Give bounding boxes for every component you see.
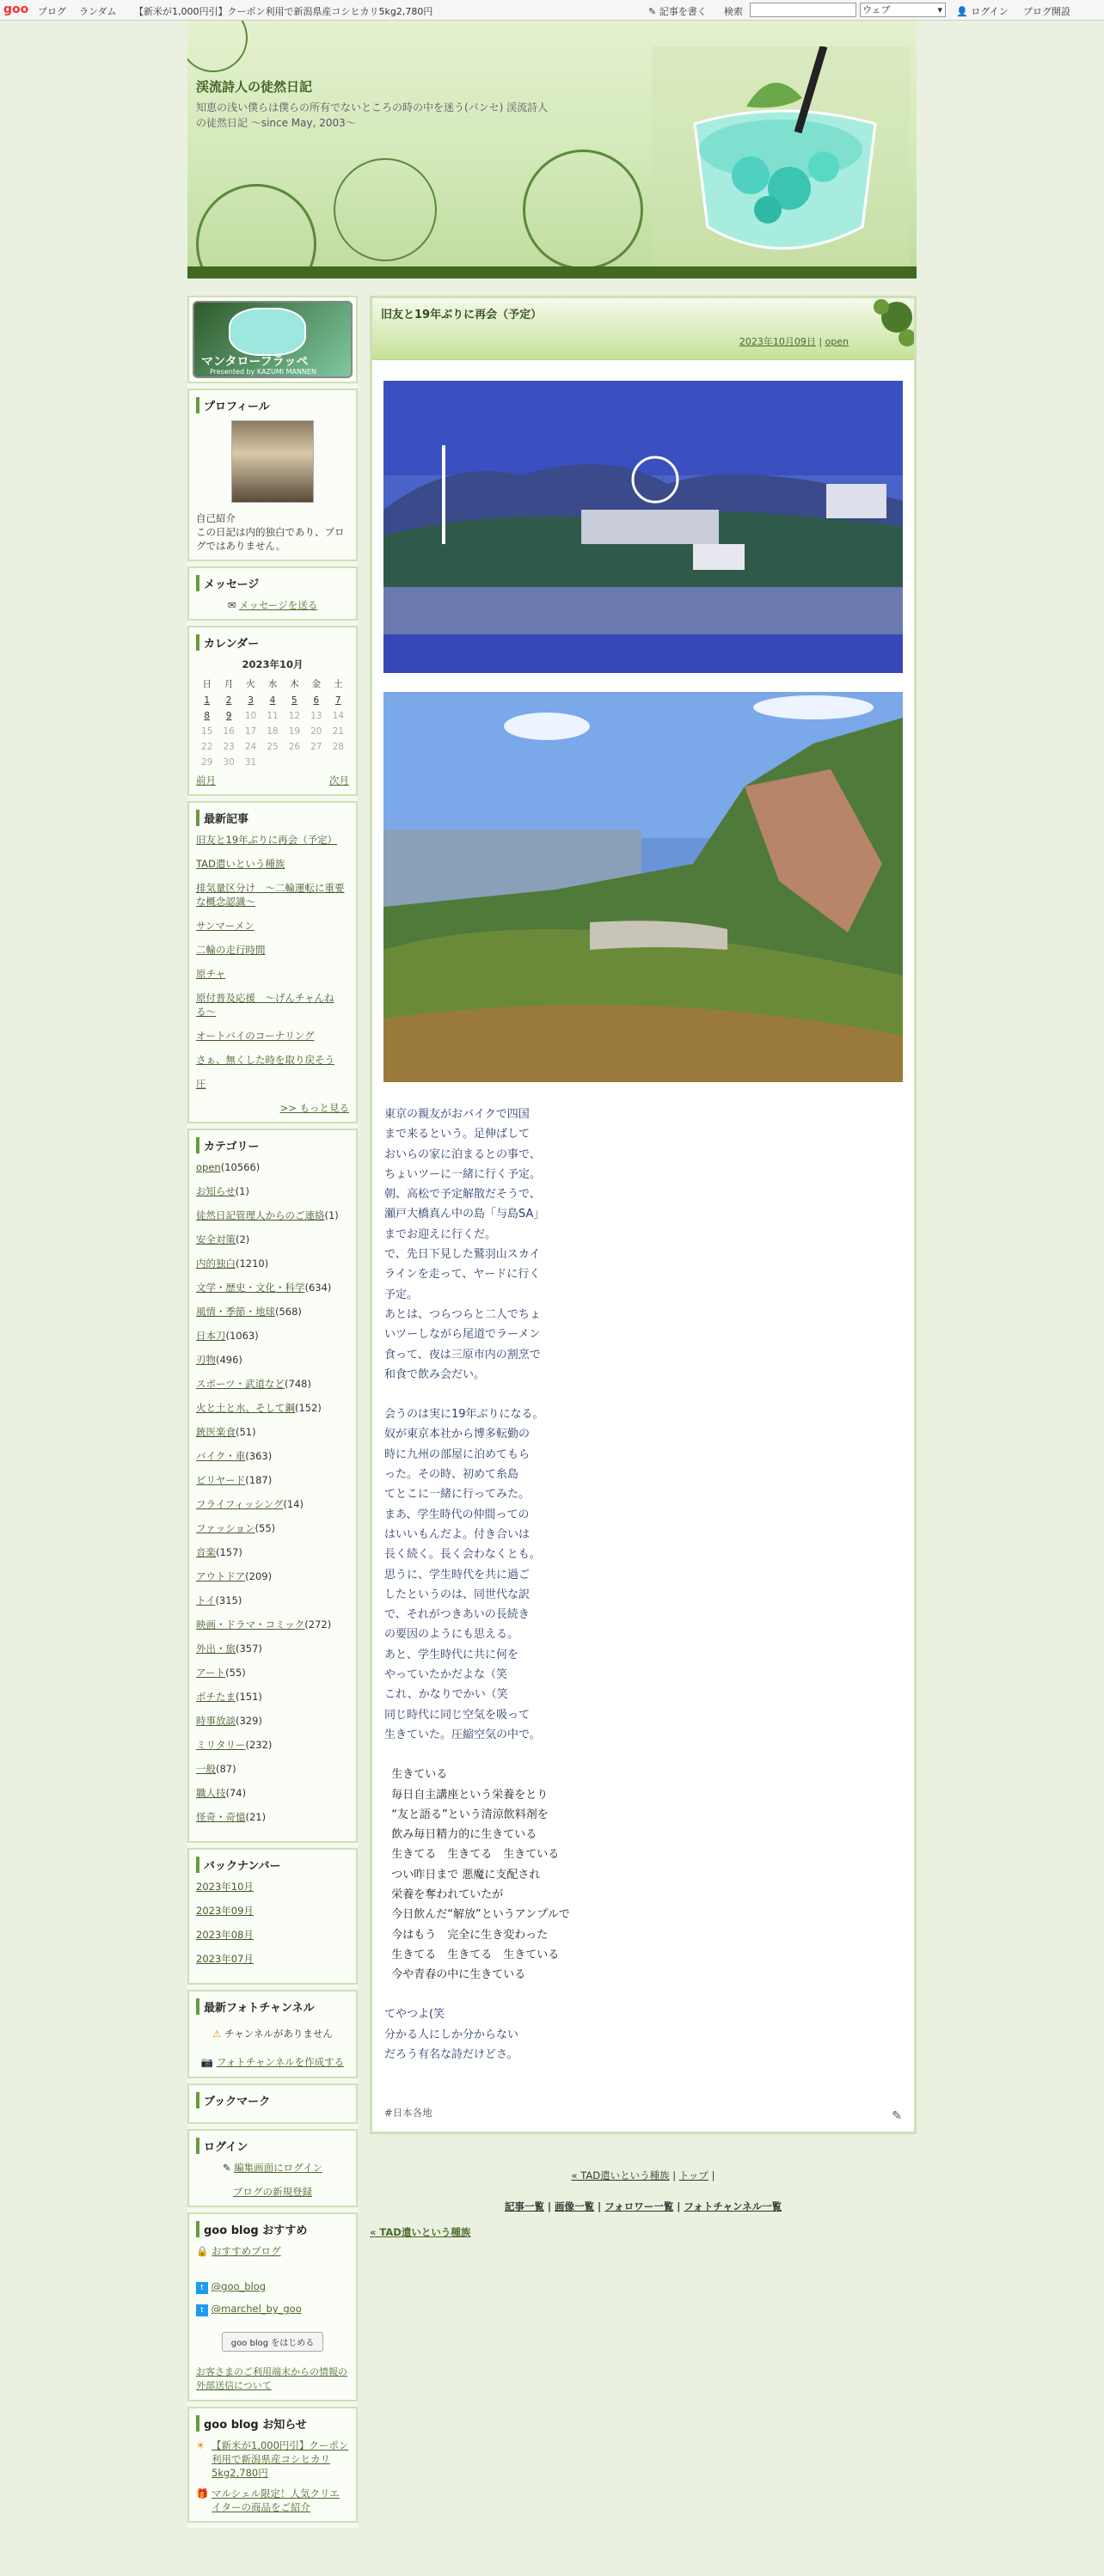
calendar-weekday: 日	[202, 679, 212, 689]
category-item	[196, 1594, 349, 1607]
category-item	[196, 1569, 349, 1583]
category-link[interactable]: 風情・季節・地球	[196, 1306, 275, 1318]
twitter-icon: t	[196, 2304, 208, 2316]
category-link[interactable]: 文学・歴史・文化・科学	[196, 1282, 305, 1294]
entry-paragraph: 会うのは実に19年ぶりになる。 奴が東京本社から博多転勤の 時に九州の部屋に泊めてもら った。その時、初めて糸島 てとこに一緒に行ってみた。 まあ、学生時代の仲間っての はいいもんだよ。付き合いは 長く続く。長く会わなくとも。 思うに、学生時代を共に過ご したというのは、同世代な訳 で、それがつきあいの長続き の要因のようにも思える。 あと、学生時代に共に何を やっていたかだよな（笑 これ、かなりでかい（笑 同じ時代に同じ空気を吸って 生きていた。圧縮空気の中で。	[384, 1408, 544, 1741]
calendar-day: 18	[267, 726, 279, 737]
calendar-day: 30	[223, 757, 235, 768]
more-posts-link[interactable]: >> もっと見る	[279, 1102, 349, 1114]
category-list	[196, 1160, 349, 1824]
blog-header	[187, 21, 917, 278]
edit-pencil-icon[interactable]: ✎	[892, 2109, 902, 2124]
category-count: (21)	[245, 1811, 267, 1823]
blog-description: 知恵の浅い僕らは僕らの所有でないところの時の中を迷う(パンセ) 渓流詩人の徒然日記 〜since May, 2003〜	[196, 101, 549, 129]
user-icon: 👤	[956, 6, 968, 17]
recent-post-link[interactable]: 原付普及応援 〜げんチャんねる〜	[196, 992, 334, 1018]
sun-icon: ☀	[196, 2439, 205, 2451]
sidebar	[187, 296, 358, 2528]
calendar-day: 17	[244, 726, 257, 737]
login-link[interactable]	[956, 4, 1009, 18]
calendar-table	[196, 675, 349, 770]
calendar-day[interactable]: 2	[225, 695, 232, 706]
category-link[interactable]: アウトドア	[196, 1570, 246, 1582]
category-link[interactable]: ミリタリー	[196, 1739, 246, 1751]
category-link[interactable]: ポチたま	[196, 1691, 236, 1703]
category-count: (272)	[304, 1618, 332, 1631]
category-count: (357)	[236, 1643, 262, 1655]
category-count: (157)	[216, 1546, 242, 1558]
category-item	[196, 1642, 349, 1655]
login-heading: ログイン	[196, 2138, 349, 2154]
backnumber-box	[187, 1848, 358, 1985]
twitter-icon: t	[196, 2282, 208, 2294]
recommend-blog-link[interactable]: おすすめブログ	[211, 2245, 281, 2257]
calendar-weekday: 水	[267, 679, 278, 689]
header-band	[187, 266, 917, 278]
category-link[interactable]: アート	[196, 1667, 226, 1679]
backnumber-link[interactable]: 2023年10月	[196, 1881, 254, 1893]
chevron-down-icon: ▾	[937, 4, 942, 15]
category-count: (55)	[255, 1522, 276, 1534]
category-count: (232)	[245, 1739, 273, 1751]
search-label: 検索	[724, 6, 743, 17]
calendar-day: 28	[332, 742, 344, 752]
intro-text: この日記は内的独白であり、ブログではありません。	[196, 526, 345, 552]
top-link[interactable]: トップ	[678, 2169, 708, 2182]
calendar-weekday: 火	[246, 679, 255, 689]
category-item	[196, 1810, 349, 1824]
category-count: (209)	[245, 1570, 273, 1582]
news-heading: goo blog お知らせ	[196, 2415, 349, 2432]
category-count: (496)	[216, 1354, 242, 1366]
entry-title[interactable]: 旧友と19年ぶりに再会（予定）	[381, 309, 543, 321]
category-count: (315)	[215, 1594, 242, 1606]
calendar-weekday: 月	[224, 679, 234, 689]
calendar-day: 27	[310, 742, 322, 752]
mandala-ornament	[196, 184, 316, 278]
footer-links: 記事一覧 | 画像一覧 | フォロワー一覧 | フォトチャンネル一覧	[504, 2200, 782, 2213]
category-item	[196, 1208, 349, 1222]
profile-banner-box	[187, 296, 358, 383]
calendar-day: 12	[288, 711, 301, 721]
pencil-icon: ✎	[222, 2162, 231, 2174]
category-link[interactable]: 外出・旅	[196, 1643, 236, 1655]
all-images-link[interactable]: 画像一覧	[555, 2200, 595, 2213]
recommend-box	[187, 2212, 358, 2402]
main-content	[370, 296, 917, 2239]
backnumber-link[interactable]: 2023年09月	[196, 1905, 254, 1917]
category-count: (55)	[225, 1667, 246, 1679]
category-link[interactable]: 日本刀	[196, 1330, 226, 1342]
recent-post-link[interactable]: 排気量区分け 〜二輪運転に重要な概念認識〜	[196, 882, 345, 908]
calendar-weekday: 土	[334, 679, 343, 689]
category-link[interactable]: 職人技	[196, 1787, 226, 1799]
search-scope-value: ウェブ	[862, 4, 891, 15]
category-link[interactable]: 時事放談	[196, 1715, 236, 1727]
category-box	[187, 1129, 358, 1843]
category-item	[196, 1473, 349, 1487]
category-item	[196, 1449, 349, 1463]
category-count: (363)	[245, 1450, 273, 1462]
category-link[interactable]: 一般	[196, 1763, 216, 1775]
category-link[interactable]: 銃医楽食	[196, 1426, 236, 1438]
twitter-marchel-link[interactable]: @marchel_by_goo	[211, 2303, 302, 2315]
top-link-random[interactable]: ランダム	[79, 6, 117, 17]
news-box	[187, 2407, 358, 2523]
mandala-ornament	[187, 21, 248, 72]
category-item	[196, 1353, 349, 1367]
write-article-label: 記事を書く	[659, 6, 707, 17]
category-count: (151)	[236, 1691, 262, 1703]
category-item	[196, 1545, 349, 1559]
calendar-day: 26	[288, 742, 301, 752]
blog-title[interactable]: 渓流詩人の徒然日記	[196, 79, 313, 95]
recent-posts-list	[196, 833, 349, 1091]
pen-icon: ✎	[648, 6, 657, 17]
category-item	[196, 1714, 349, 1728]
leaf-ornament	[854, 298, 914, 360]
avatar[interactable]	[231, 420, 314, 503]
entry-header	[372, 298, 914, 360]
bookmark-box	[187, 2083, 358, 2124]
profile-banner-image[interactable]	[193, 301, 353, 378]
warning-icon: ⚠	[212, 2028, 222, 2040]
open-blog-link[interactable]: ブログ開設	[1023, 6, 1070, 17]
category-link[interactable]: 火と土と水、そして鋼	[196, 1402, 295, 1414]
category-count: (152)	[295, 1402, 322, 1414]
login-label: ログイン	[971, 6, 1009, 17]
category-item	[196, 1184, 349, 1198]
calendar-box	[187, 626, 358, 796]
send-message-link[interactable]: メッセージを送る	[238, 599, 318, 611]
photo-channel-heading: 最新フォトチャンネル	[196, 1998, 349, 2015]
category-link[interactable]: 徒然日記管理人からのご連絡	[196, 1209, 325, 1221]
mountain-skyline-photo[interactable]	[383, 692, 903, 1082]
calendar-day	[261, 755, 283, 770]
category-item	[196, 1329, 349, 1343]
new-blog-register-link[interactable]: ブログの新規登録	[233, 2186, 312, 2198]
category-count: (568)	[275, 1306, 302, 1318]
recent-post-link[interactable]: TAD遣いという種族	[196, 858, 285, 870]
message-box	[187, 566, 358, 621]
calendar-day[interactable]: 6	[313, 695, 320, 706]
backnumber-link[interactable]: 2023年08月	[196, 1929, 254, 1941]
intro-label: 自己紹介	[196, 512, 236, 524]
category-link[interactable]: 内的独白	[196, 1257, 236, 1270]
recent-post-link[interactable]: 旧友と19年ぶりに再会（予定）	[196, 834, 338, 846]
photo-channel-box	[187, 1990, 358, 2078]
category-count: (748)	[285, 1378, 311, 1390]
top-bar	[0, 0, 1104, 21]
start-goo-blog-button[interactable]: goo blog をはじめる	[222, 2332, 324, 2352]
followers-link[interactable]: フォロワー一覧	[604, 2200, 674, 2213]
category-count: (187)	[245, 1474, 273, 1486]
category-link[interactable]: open	[196, 1161, 221, 1173]
news-item[interactable]: マルシェル限定！人気クリエイターの商品をご紹介	[212, 2487, 340, 2513]
all-articles-link[interactable]: 記事一覧	[504, 2200, 544, 2213]
category-item	[196, 1690, 349, 1704]
calendar-day: 25	[267, 742, 279, 752]
top-link-promo[interactable]: 【新米が1,000円引】クーポン利用で新潟県産コシヒカリ5kg2,780円	[134, 6, 433, 17]
top-link-blog[interactable]: ブログ	[38, 6, 66, 17]
calendar-day: 15	[201, 726, 213, 737]
recent-posts-box	[187, 801, 358, 1123]
calendar-day[interactable]: 3	[248, 695, 254, 706]
calendar-day: 29	[201, 757, 213, 768]
category-link[interactable]: 音楽	[196, 1546, 216, 1558]
camera-icon: 📷	[200, 2056, 214, 2068]
twitter-goo-blog-link[interactable]: @goo_blog	[211, 2280, 267, 2292]
category-link[interactable]: トイ	[196, 1594, 216, 1606]
calendar-day	[284, 755, 305, 770]
bookmark-heading: ブックマーク	[196, 2092, 349, 2108]
message-heading: メッセージ	[196, 575, 349, 591]
recent-post-link[interactable]: 圧	[196, 1078, 206, 1090]
category-item	[196, 1521, 349, 1535]
no-channel-text: チャンネルがありません	[224, 2028, 333, 2040]
category-link[interactable]: 刃物	[196, 1354, 216, 1366]
category-count: (10566)	[220, 1161, 261, 1173]
category-count: (1210)	[236, 1257, 269, 1270]
harbor-ferris-wheel-photo[interactable]	[383, 381, 903, 673]
envelope-icon: ✉	[227, 599, 236, 611]
category-item	[196, 1377, 349, 1391]
category-item	[196, 1497, 349, 1511]
blog-entry	[370, 296, 917, 2134]
category-link[interactable]: スポーツ・武道など	[196, 1378, 285, 1390]
recent-posts-heading: 最新記事	[196, 810, 349, 826]
calendar-day	[305, 755, 327, 770]
category-item	[196, 1786, 349, 1800]
category-item	[196, 1762, 349, 1776]
category-item	[196, 1305, 349, 1319]
calendar-day: 19	[288, 726, 301, 737]
category-link[interactable]: バイク・車	[196, 1450, 246, 1462]
bottom-prev-entry-link[interactable]: « TAD遣いという種族	[370, 2226, 471, 2239]
recent-post-link[interactable]: さぁ、無くした時を取り戻そう	[196, 1054, 334, 1066]
calendar-day: 23	[223, 742, 235, 752]
backnumber-heading: バックナンバー	[196, 1857, 349, 1873]
backnumber-link[interactable]: 2023年07月	[196, 1953, 254, 1965]
login-box	[187, 2129, 358, 2207]
lock-icon: 🔒	[196, 2245, 209, 2257]
category-link[interactable]: 映画・ドラマ・コミック	[196, 1618, 305, 1631]
calendar-day: 22	[201, 742, 213, 752]
external-transmission-link[interactable]: お客さまのご利用端末からの情報の外部送信について	[196, 2366, 347, 2391]
calendar-day: 10	[244, 711, 257, 721]
photo-channels-link[interactable]: フォトチャンネル一覧	[684, 2200, 782, 2213]
recommend-heading: goo blog おすすめ	[196, 2221, 349, 2237]
calendar-day[interactable]: 4	[269, 695, 276, 706]
recent-post-link[interactable]: オートバイのコーナリング	[196, 1030, 315, 1042]
calendar-day: 13	[310, 711, 322, 721]
calendar-day: 16	[223, 726, 235, 737]
backnumber-list	[196, 1880, 349, 1966]
category-count: (1063)	[225, 1330, 259, 1342]
create-photo-channel-link[interactable]: フォトチャンネルを作成する	[216, 2056, 345, 2068]
profile-banner-subtitle: Presented by KAZUMI MANNEN	[210, 368, 317, 376]
category-count: (634)	[304, 1282, 332, 1294]
gift-icon: 🎁	[196, 2487, 209, 2500]
category-link[interactable]: 安全対策	[196, 1233, 236, 1245]
profile-box	[187, 389, 358, 561]
calendar-day	[328, 755, 349, 770]
entry-tag[interactable]: #日本各地	[384, 2107, 432, 2120]
write-article-link[interactable]	[648, 4, 707, 18]
category-count: (74)	[225, 1787, 247, 1799]
calendar-day[interactable]: 7	[334, 695, 341, 706]
calendar-day[interactable]: 5	[291, 695, 297, 706]
shaved-ice-glass-image	[652, 46, 910, 278]
calendar-next-link[interactable]: 次月	[329, 774, 349, 786]
calendar-day[interactable]: 9	[225, 711, 232, 721]
search-scope-select[interactable]	[860, 3, 946, 17]
category-item	[196, 1401, 349, 1415]
calendar-day: 14	[332, 711, 344, 721]
entry-poem: 生きている 毎日自主講座という栄養をとり “友と語る”という清涼飲料剤を 飲み毎日精力的に生きている 生きてる 生きてる 生きている つい昨日まで 悪魔に支配され 栄養を奪われていたが 今日飲んだ“解放”というアンプルで 今はもう 完全に生き変わった 生きてる 生きてる 生きている 今や青春の中に生きている	[391, 1768, 570, 1982]
news-item[interactable]: 【新米が1,000円引】クーポン利用で新潟県産コシヒカリ5kg2,780円	[212, 2439, 349, 2479]
category-count: (329)	[236, 1715, 262, 1727]
calendar-day: 31	[244, 757, 257, 768]
recent-post-link[interactable]: サンマーメン	[196, 920, 255, 932]
category-count: (2)	[236, 1233, 250, 1245]
calendar-day: 21	[332, 726, 344, 737]
profile-heading: プロフィール	[196, 397, 349, 413]
category-count: (14)	[283, 1498, 304, 1510]
category-item	[196, 1257, 349, 1270]
category-item	[196, 1618, 349, 1631]
category-heading: カテゴリー	[196, 1137, 349, 1153]
category-count: (1)	[324, 1209, 339, 1221]
category-count: (1)	[235, 1185, 249, 1197]
calendar-weekday: 木	[290, 679, 299, 689]
category-link[interactable]: フライフィッシング	[196, 1498, 284, 1510]
search-input[interactable]	[750, 3, 856, 17]
category-item	[196, 1160, 349, 1174]
calendar-heading: カレンダー	[196, 634, 349, 651]
calendar-day[interactable]: 8	[204, 711, 211, 721]
entry-paragraph: 東京の親友がおバイクで四国 まで来るという。足伸ばして おいらの家に泊まるとの事で、 ちょいツーに一緒に行く予定。 朝、高松で予定解散だそうで、 瀬戸大橋真ん中の島「与島SA」 までお迎えに行くだ。 で、先日下見した鷲羽山スカイ ラインを走って、ヤードに行く 予定。 あとは、つらつらと二人でちょ いツーしながら尾道でラーメン 食って、夜は三原市内の割烹で 和食で飲み会だい。	[384, 1108, 545, 1381]
prev-entry-link[interactable]: « TAD遣いという種族	[571, 2169, 670, 2182]
recent-post-link[interactable]: 二輪の走行時間	[196, 944, 266, 956]
category-link[interactable]: ビリヤード	[196, 1474, 246, 1486]
category-link[interactable]: お知らせ	[196, 1185, 236, 1197]
entry-meta: 2023年10月09日 | open	[739, 336, 849, 347]
category-item	[196, 1233, 349, 1246]
entry-paragraph: てやつよ(笑 分かる人にしか分からない だろう有名な詩だけどさ。	[384, 2008, 519, 2062]
entry-category-link[interactable]: open	[825, 336, 849, 347]
category-count: (87)	[216, 1763, 236, 1775]
goo-logo[interactable]: goo	[3, 3, 29, 16]
calendar-weekday: 金	[311, 679, 322, 689]
category-item	[196, 1281, 349, 1294]
mandala-ornament	[523, 150, 643, 270]
calendar-month: 2023年10月	[242, 658, 304, 670]
shaved-ice-banner-graphic	[229, 308, 306, 356]
category-link[interactable]: ファッション	[196, 1522, 255, 1534]
category-link[interactable]: 怪奇・奇憶	[196, 1811, 246, 1823]
calendar-day: 24	[244, 742, 257, 752]
edit-login-link[interactable]: 編集画面にログイン	[234, 2162, 323, 2174]
category-item	[196, 1425, 349, 1439]
category-item	[196, 1666, 349, 1680]
calendar-day[interactable]: 1	[204, 695, 211, 706]
profile-banner-title: マンタローフラッペ	[201, 355, 309, 369]
category-count: (51)	[236, 1426, 256, 1438]
entry-date-link[interactable]: 2023年10月09日	[739, 336, 816, 347]
recent-post-link[interactable]: 原チャ	[196, 968, 226, 980]
calendar-day: 11	[267, 711, 279, 721]
calendar-day: 20	[310, 726, 322, 737]
entry-pager: « TAD遣いという種族 | トップ |	[571, 2169, 715, 2182]
category-item	[196, 1738, 349, 1752]
mandala-ornament	[334, 158, 437, 261]
calendar-prev-link[interactable]: 前月	[196, 774, 216, 786]
